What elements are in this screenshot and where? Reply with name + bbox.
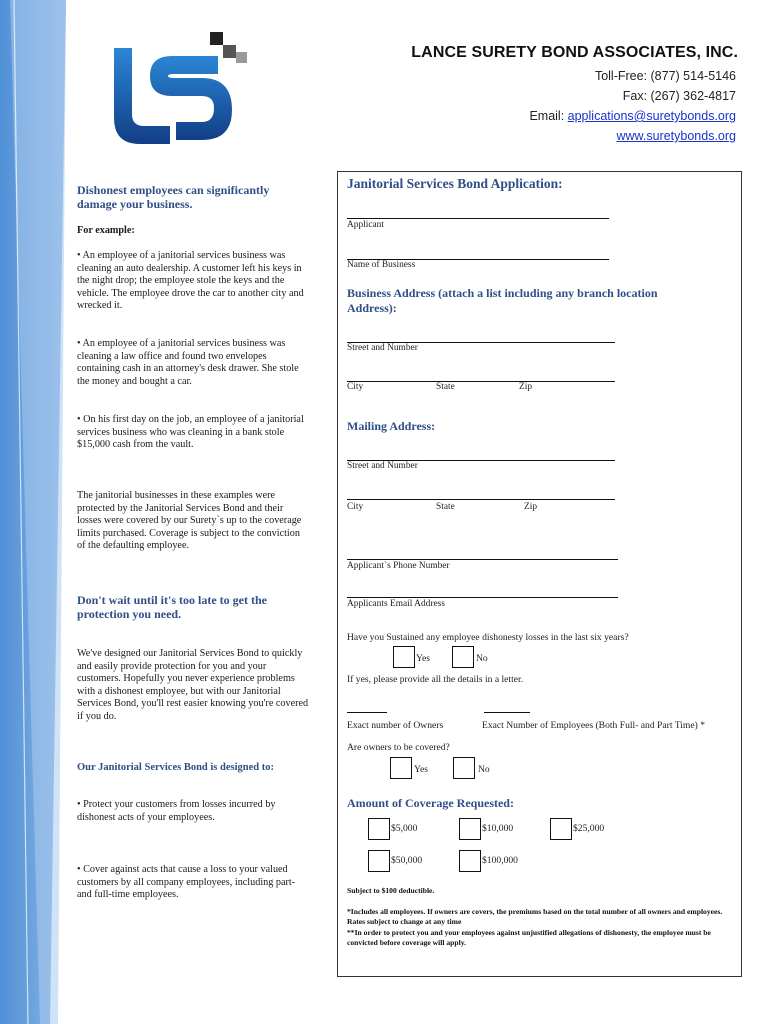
coverage-50000-checkbox[interactable] [368, 850, 390, 872]
business-name-label: Name of Business [347, 260, 416, 270]
fax-number: Fax: (267) 362-4817 [622, 89, 736, 103]
coverage-5000-checkbox[interactable] [368, 818, 390, 840]
coverage-50000-label: $50,000 [391, 855, 423, 866]
email-label: Email: [529, 109, 565, 123]
email-line [529, 109, 736, 123]
examples-coverage-paragraph: The janitorial businesses in these examples were protected by the Janitorial Services Bond and their losses were covered by our Surety`s up to the coverage limits purchased. Coverage is subject to the conviction of the defaulting employee. [77, 490, 302, 552]
owners-count-label: Exact number of Owners [347, 720, 444, 731]
owners-covered-no-label: No [478, 764, 490, 775]
website-line [616, 129, 736, 143]
coverage-10000-checkbox[interactable] [459, 818, 481, 840]
coverage-amount-heading: Amount of Coverage Requested: [347, 796, 514, 810]
email-field-label: Applicants Email Address [347, 599, 445, 609]
employees-count-input-line[interactable] [484, 712, 530, 713]
losses-no-label: No [476, 653, 488, 664]
deductible-note: Subject to $100 deductible. [347, 886, 435, 895]
left-heading-designed-to: Our Janitorial Services Bond is designed to: [77, 762, 274, 773]
for-example-label: For example: [77, 225, 135, 236]
designed-bond-paragraph: We've designed our Janitorial Services Bond to quickly and easily provide protection for you and your customers. Hopefully you never experience problems with a dishonest employee, but with our Janitorial Services Bond, you'll rest easier knowing you're covered if you do. [77, 648, 309, 722]
coverage-5000-label: $5,000 [391, 823, 418, 834]
footnote-employees: *Includes all employees. If owners are covers, the premiums based on the total number of all owners and employees. Rates subject to change at any time [347, 907, 723, 926]
coverage-10000-label: $10,000 [482, 823, 514, 834]
business-address-heading: Business Address (attach a list including any branch location Address): [347, 286, 658, 315]
business-city-state-zip-input-line[interactable] [347, 381, 615, 382]
website-link[interactable]: www.suretybonds.org [616, 129, 736, 143]
bullet-cover-acts: • Cover against acts that cause a loss to your valued customers by all company employees, including part- and full-time employees. [77, 864, 296, 901]
ls-logo-icon [110, 30, 250, 150]
tollfree-number: Toll-Free: (877) 514-5146 [594, 69, 736, 83]
mailing-state-label: State [436, 502, 455, 512]
mailing-city-state-zip-input-line[interactable] [347, 499, 615, 500]
mailing-street-label: Street and Number [347, 461, 418, 471]
left-decorative-stripe [0, 0, 70, 1024]
mailing-city-label: City [347, 502, 364, 512]
mailing-address-heading: Mailing Address: [347, 419, 436, 433]
example-auto-dealership: • An employee of a janitorial services business was cleaning an auto dealership. A customer left his keys in the night drop; the employee stole the keys and the vehicle. The employee drove the car to another city and wrecked it. [77, 250, 304, 312]
owners-covered-no-checkbox[interactable] [453, 757, 475, 779]
left-heading-dont-wait: Don't wait until it's too late to get the protection you need. [77, 593, 267, 621]
email-input-line[interactable] [347, 597, 618, 598]
company-name: LANCE SURETY BOND ASSOCIATES, INC. [411, 44, 738, 61]
owners-covered-yes-label: Yes [414, 764, 428, 775]
if-yes-details-note: If yes, please provide all the details in a letter. [347, 674, 524, 685]
applicant-input-line[interactable] [347, 218, 609, 219]
mailing-zip-label: Zip [524, 502, 538, 512]
left-heading-dishonest: Dishonest employees can significantly damage your business. [77, 183, 270, 211]
coverage-25000-label: $25,000 [573, 823, 605, 834]
owners-count-input-line[interactable] [347, 712, 387, 713]
footnote-conviction: **In order to protect you and your employees against unjustified allegations of dishonesty, the employee must be convicted before coverage will apply. [347, 928, 711, 947]
losses-no-checkbox[interactable] [452, 646, 474, 668]
applicant-label: Applicant [347, 220, 384, 230]
question-owners-covered: Are owners to be covered? [347, 742, 450, 753]
losses-yes-checkbox[interactable] [393, 646, 415, 668]
example-law-office: • An employee of a janitorial services business was cleaning a law office and found two envelopes containing cash in an attorney's desk drawer. She stole the money and bought a car. [77, 338, 299, 387]
business-city-label: City [347, 382, 364, 392]
business-state-label: State [436, 382, 455, 392]
example-bank: • On his first day on the job, an employee of a janitorial services business who was cleaning in a bank stole $15,000 cash from the vault. [77, 414, 304, 451]
owners-covered-yes-checkbox[interactable] [390, 757, 412, 779]
coverage-25000-checkbox[interactable] [550, 818, 572, 840]
employees-count-label: Exact Number of Employees (Both Full- and Part Time) * [482, 720, 706, 731]
question-dishonesty-losses: Have you Sustained any employee dishonesty losses in the last six years? [347, 632, 629, 643]
coverage-100000-label: $100,000 [482, 855, 518, 866]
business-zip-label: Zip [519, 382, 533, 392]
phone-input-line[interactable] [347, 559, 618, 560]
business-street-label: Street and Number [347, 343, 418, 353]
coverage-100000-checkbox[interactable] [459, 850, 481, 872]
email-link[interactable]: applications@suretybonds.org [567, 109, 736, 123]
losses-yes-label: Yes [416, 653, 430, 664]
form-title: Janitorial Services Bond Application: [347, 176, 563, 191]
bullet-protect-customers: • Protect your customers from losses incurred by dishonest acts of your employees. [77, 799, 276, 823]
phone-label: Applicant`s Phone Number [347, 561, 450, 571]
